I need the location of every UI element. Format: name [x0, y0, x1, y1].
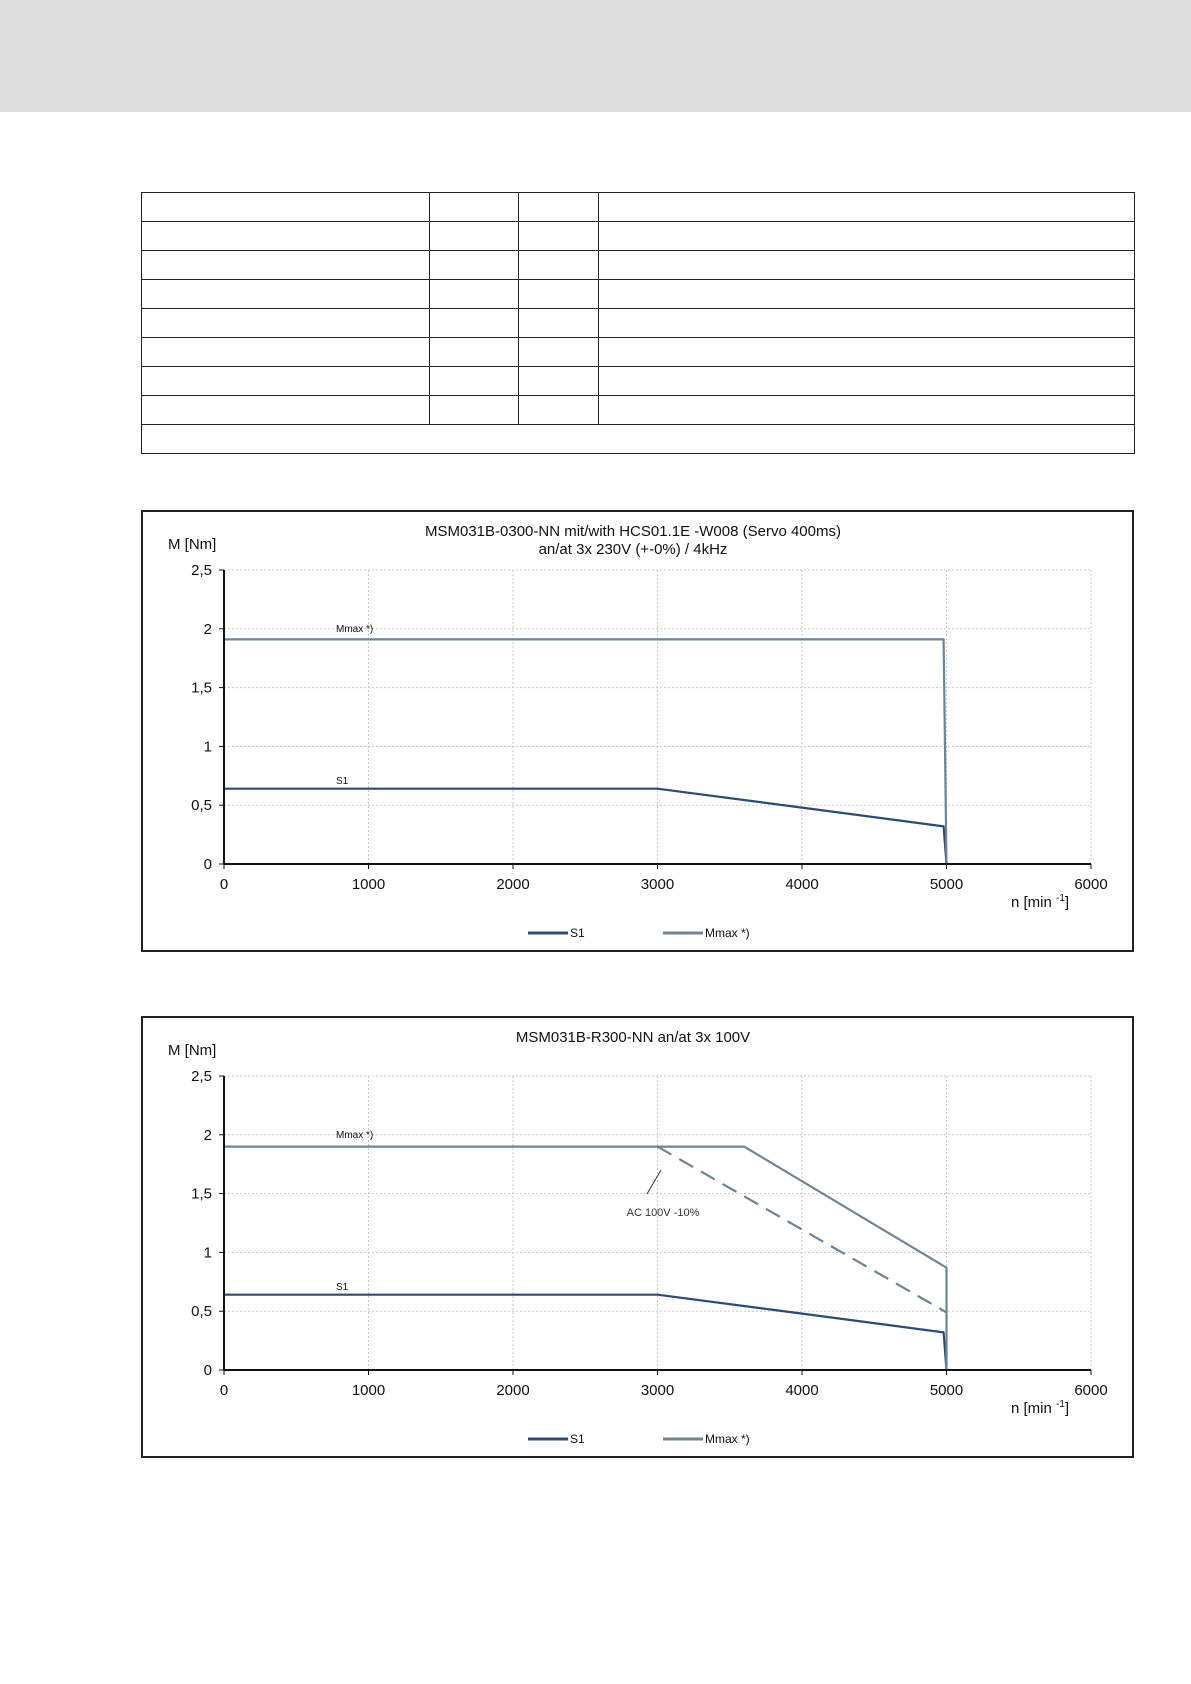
x-tick-label: 2000: [496, 876, 530, 893]
y-tick-label: 1: [203, 738, 212, 756]
table-cell: [142, 193, 430, 222]
x-tick-label: 1000: [351, 876, 386, 893]
y-tick-label: 0: [203, 856, 212, 873]
y-tick-label: 2,5: [191, 562, 212, 579]
mmax-line-label: Mmax *): [336, 1130, 374, 1141]
chart-svg: [143, 512, 1132, 950]
x-tick-label: 0: [219, 1382, 229, 1399]
table-cell: [142, 396, 430, 425]
annotation-label: AC 100V -10%: [626, 1207, 700, 1219]
table-cell: [599, 396, 1135, 425]
table-cell: [599, 193, 1135, 222]
table-cell: [142, 280, 430, 309]
table-cell: [430, 367, 519, 396]
legend-label: S1: [570, 926, 585, 940]
table-footer-row: [142, 425, 1135, 454]
chart-title: MSM031B-0300-NN mit/with HCS01.1E -W008 (Servo 400ms): [425, 523, 841, 540]
y-tick-label: 2,5: [191, 1068, 212, 1085]
x-tick-label: 5000: [929, 1382, 964, 1399]
table-cell: [430, 251, 519, 280]
y-tick-label: 0: [203, 1362, 212, 1379]
table-cell: [430, 309, 519, 338]
table-row: [142, 309, 1135, 338]
table-cell: [599, 280, 1135, 309]
table-row: [142, 251, 1135, 280]
x-tick-label: 0: [219, 876, 229, 893]
x-tick-label: 4000: [785, 876, 819, 893]
mmax-series-line: [224, 1147, 947, 1370]
mmax-line-label: Mmax *): [336, 624, 374, 635]
x-axis-label: n [min $^{-1}$]: [1011, 893, 1070, 911]
y-tick-label: 0,5: [191, 797, 212, 815]
table-cell: [519, 367, 599, 396]
table-row: [142, 222, 1135, 251]
table-footer-cell: [142, 425, 1135, 454]
table-cell: [599, 222, 1135, 251]
legend-label: Mmax *): [705, 926, 750, 940]
x-tick-label: 4000: [785, 1382, 819, 1399]
y-tick-label: 1,5: [191, 679, 212, 697]
table-cell: [430, 222, 519, 251]
page-header-band: [0, 0, 1191, 112]
x-tick-label: 6000: [1074, 876, 1108, 893]
table-cell: [519, 193, 599, 222]
s1-line-label: S1: [336, 1282, 349, 1293]
table-row: [142, 396, 1135, 425]
table-row: [142, 367, 1135, 396]
chart-title: MSM031B-R300-NN an/at 3x 100V: [515, 1029, 751, 1046]
chart-subtitle: an/at 3x 230V (+-0%) / 4kHz: [538, 541, 728, 558]
y-tick-label: 2: [203, 1126, 212, 1144]
legend-label: Mmax *): [705, 1432, 750, 1446]
y-tick-label: 1,5: [191, 1185, 212, 1203]
y-axis-label: M [Nm]: [168, 1042, 217, 1059]
x-tick-label: 6000: [1074, 1382, 1108, 1399]
table-row: [142, 280, 1135, 309]
table-cell: [142, 367, 430, 396]
x-axis-label: n [min $^{-1}$]: [1011, 1399, 1070, 1417]
table-cell: [519, 251, 599, 280]
table-cell: [142, 338, 430, 367]
x-tick-label: 3000: [640, 876, 675, 893]
table-cell: [430, 338, 519, 367]
table-cell: [430, 280, 519, 309]
chart-svg: [143, 1018, 1132, 1456]
table-cell: [430, 193, 519, 222]
annotation-leader-line: [647, 1170, 661, 1194]
table-cell: [599, 309, 1135, 338]
legend-label: S1: [570, 1432, 585, 1446]
torque-speed-chart-100v: [141, 1016, 1134, 1458]
torque-speed-chart-230v: [141, 510, 1134, 952]
table-cell: [519, 222, 599, 251]
table-cell: [519, 280, 599, 309]
x-tick-label: 3000: [640, 1382, 675, 1399]
table-row: [142, 338, 1135, 367]
mmax-series-line: [224, 639, 947, 864]
table-cell: [142, 309, 430, 338]
chart-legend: [528, 926, 750, 940]
spec-table: [141, 192, 1135, 454]
table-cell: [519, 396, 599, 425]
table-row: [142, 193, 1135, 222]
s1-series-line: [224, 1295, 947, 1370]
y-tick-label: 0,5: [191, 1303, 212, 1321]
s1-line-label: S1: [336, 776, 349, 787]
table-cell: [519, 309, 599, 338]
table-cell: [430, 396, 519, 425]
x-tick-label: 2000: [496, 1382, 530, 1399]
y-tick-label: 1: [203, 1244, 212, 1262]
x-tick-label: 1000: [351, 1382, 386, 1399]
y-tick-label: 2: [203, 620, 212, 638]
table-cell: [142, 222, 430, 251]
table-cell: [599, 338, 1135, 367]
x-tick-label: 5000: [929, 876, 964, 893]
table-cell: [142, 251, 430, 280]
y-axis-label: M [Nm]: [168, 536, 217, 553]
s1-series-line: [224, 789, 947, 864]
table-cell: [599, 367, 1135, 396]
table-cell: [599, 251, 1135, 280]
table-cell: [519, 338, 599, 367]
chart-legend: [528, 1432, 750, 1446]
